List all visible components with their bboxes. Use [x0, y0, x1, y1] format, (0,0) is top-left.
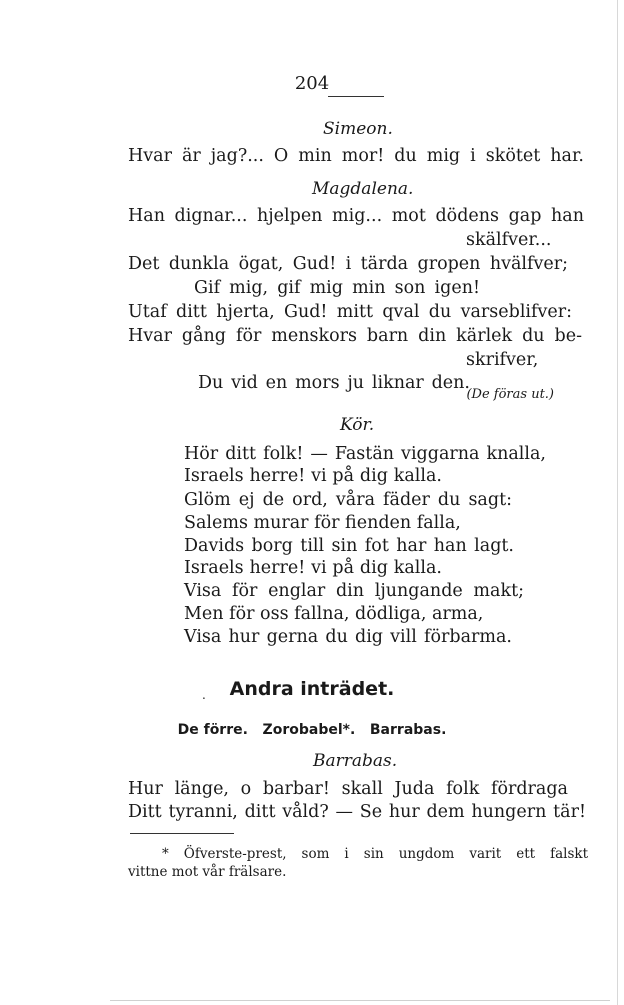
verse-line: Du vid en mors ju liknar den. [198, 373, 470, 393]
page-number: 204 [294, 73, 330, 94]
character-list: De förre. Zorobabel*. Barrabas. [177, 722, 447, 738]
chorus-line: Israels herre! vi på dig kalla. [184, 466, 442, 486]
verse-line: Gif mig, gif mig min son igen! [194, 278, 480, 298]
verse-line: Han dignar... hjelpen mig... mot dödens gap han [128, 206, 584, 226]
stray-mark: . [202, 688, 206, 702]
verse-line: Ditt tyranni, ditt våld? — Se hur dem hungern tär! [128, 802, 586, 822]
page-edge-bottom [110, 1000, 610, 1001]
speaker-simeon: Simeon. [323, 119, 393, 139]
stage-direction: (De föras ut.) [466, 387, 554, 402]
speaker-chorus: Kör. [340, 415, 375, 435]
verse-line: Hur länge, o barbar! skall Juda folk fördraga [128, 779, 568, 799]
page-edge-line [617, 0, 618, 1005]
verse-line: Det dunkla ögat, Gud! i tärda gropen hvälfver; [128, 254, 568, 274]
page-number-rule [328, 96, 384, 97]
chorus-line: Salems murar för fienden falla, [184, 513, 461, 533]
chorus-line: Men för oss fallna, dödliga, arma, [184, 604, 484, 624]
chorus-line: Hör ditt folk! — Fastän viggarna knalla, [184, 444, 546, 464]
chorus-line: Visa hur gerna du dig vill förbarma. [184, 627, 512, 647]
chorus-line: Glöm ej de ord, våra fäder du sagt: [184, 490, 512, 510]
speaker-barrabas: Barrabas. [313, 751, 398, 771]
verse-line: Hvar gång för menskors barn din kärlek du be- [128, 326, 582, 346]
verse-line-continuation: skrifver, [466, 350, 539, 370]
chorus-line: Visa för englar din ljungande makt; [184, 581, 524, 601]
footnote-rule [130, 833, 234, 834]
verse-line: Utaf ditt hjerta, Gud! mitt qval du varseblifver: [128, 302, 572, 322]
speaker-magdalena: Magdalena. [312, 179, 414, 199]
act-title: Andra inträdet. [229, 678, 395, 700]
chorus-line: Davids borg till sin fot har han lagt. [184, 536, 514, 556]
chorus-line: Israels herre! vi på dig kalla. [184, 558, 442, 578]
footnote-line: * Öfverste-prest, som i sin ungdom varit ett falskt [162, 846, 588, 862]
footnote-line: vittne mot vår frälsare. [128, 864, 287, 880]
verse-line-continuation: skälfver... [466, 230, 552, 250]
verse-line: Hvar är jag?... O min mor! du mig i skötet har. [128, 146, 584, 166]
